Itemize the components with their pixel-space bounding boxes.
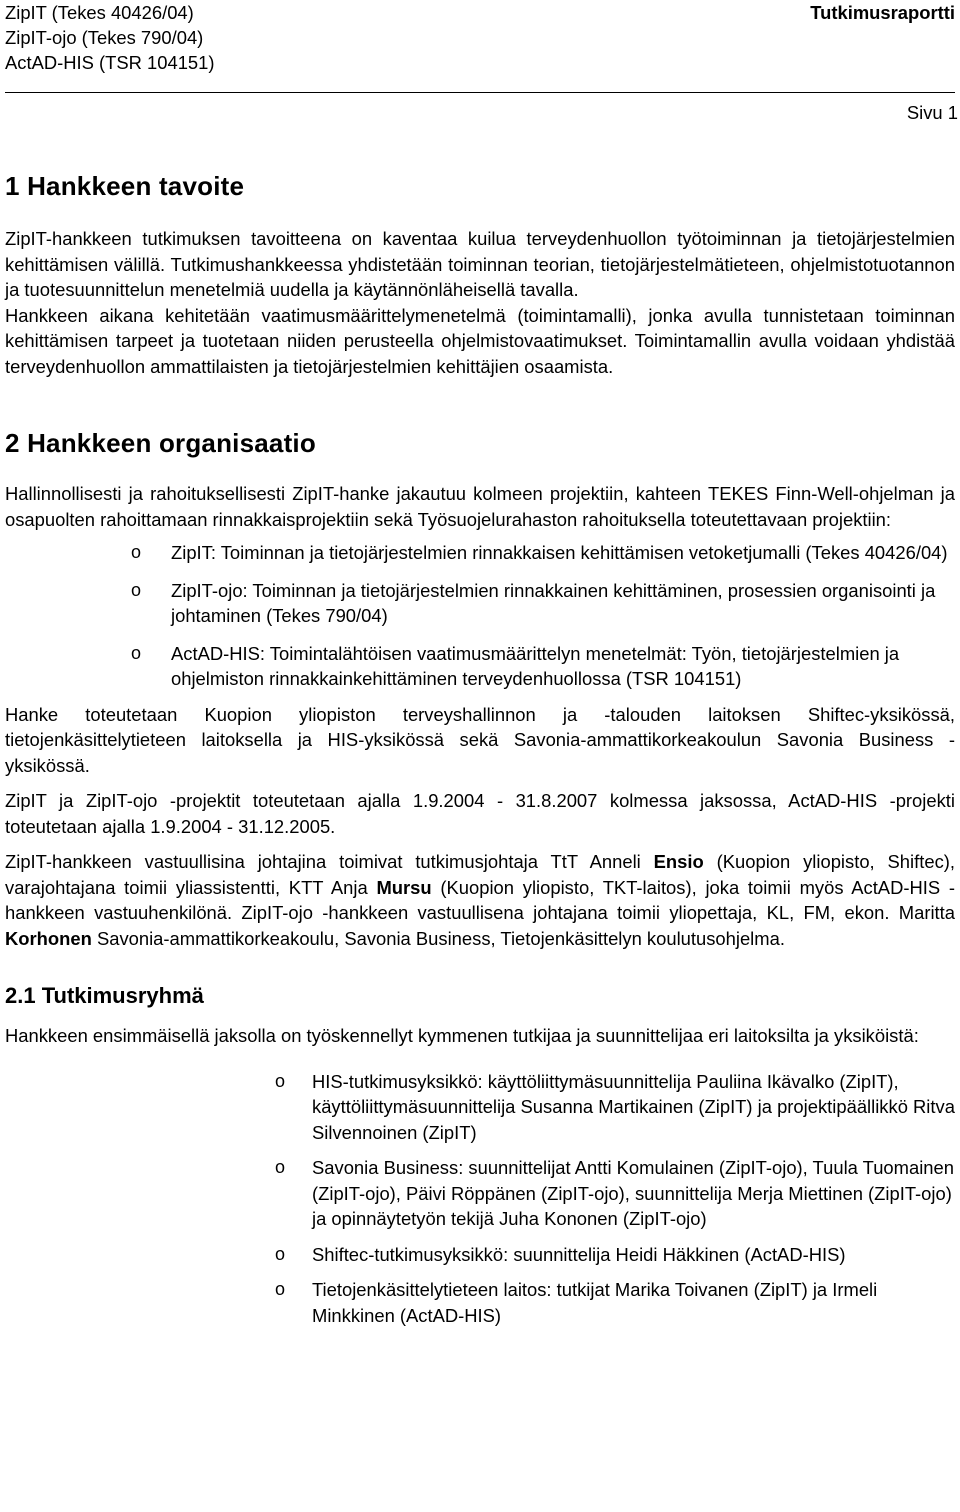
document-type: Tutkimusraportti xyxy=(810,2,955,23)
project-code-actad-his: ActAD-HIS (TSR 104151) xyxy=(5,52,215,73)
team-list xyxy=(5,1069,955,1329)
section-1-paragraph-2: Hankkeen aikana kehitetään vaatimusmäärittelymenetelmä (toimintamalli), jonka avulla tunnistetaan toiminnan kehittämisen tarpeet ja tuotetaan niiden perusteella ohjelmistovaatimukset. Toimintamallin avulla voidaan yhdistää terveydenhuollon ammattilaisten ja tietojärjestelmien kehittäjien osaamista. xyxy=(5,304,955,377)
list-item: o ZipIT-ojo: Toiminnan ja tietojärjestelmien rinnakkainen kehittäminen, prosessien organisointi ja johtaminen (Tekes 790/04) xyxy=(131,579,936,626)
page-header xyxy=(5,0,955,80)
leader-surname: Ensio xyxy=(653,851,704,872)
leaders-paragraph: ZipIT-hankkeen vastuullisina johtajina toimivat tutkimusjohtaja TtT Anneli Ensio (Kuopion yliopisto, Shiftec), varajohtajana toimii yliassistentti, KTT Anja Mursu (Kuopion yliopisto, TKT-laitos), joka toimii myös ActAD-HIS -hankkeen vastuuhenkilönä. ZipIT-ojo -hankkeen vastuullisena johtajana toimii yliopettaja, KL, FM, ekon. Maritta Korhonen Savonia-ammattikorkeakoulu, Savonia Business, Tietojenkäsittelyn koulutusohjelma. xyxy=(5,851,955,949)
project-code-zipit: ZipIT (Tekes 40426/04) xyxy=(5,2,194,23)
section-1-heading: 1 Hankkeen tavoite xyxy=(5,171,245,201)
list-item: o Tietojenkäsittelytieteen laitos: tutkijat Marika Toivanen (ZipIT) ja Irmeli Minkkinen (ActAD-HIS) xyxy=(275,1279,878,1326)
project-codes xyxy=(5,0,215,75)
bullet-icon: o xyxy=(131,642,142,663)
host-paragraph: Hanke toteutetaan Kuopion yliopiston terveyshallinnon ja -talouden laitoksen Shiftec-yksikössä, tietojenkäsittelytieteen laitoksella ja HIS-yksikössä sekä Savonia-ammattikorkeakoulun Savonia Business -yksikössä. xyxy=(5,703,955,776)
section-2-1-heading: 2.1 Tutkimusryhmä xyxy=(5,983,204,1008)
bullet-icon: o xyxy=(275,1070,286,1091)
section-2-intro: Hallinnollisesti ja rahoituksellisesti ZipIT-hanke jakautuu kolmeen projektiin, kahteen TEKES Finn-Well-ohjelman ja osapuolten rahoittamaan rinnakkaisprojektiin sekä Työsuojelurahaston rahoituksella toteutettavaan projektiin: xyxy=(5,483,955,530)
bullet-icon: o xyxy=(131,579,142,600)
list-item: o Savonia Business: suunnittelijat Antti Komulainen (ZipIT-ojo), Tuula Tuomainen (ZipIT-ojo), Päivi Röppänen (ZipIT-ojo), suunnittelija Merja Miettinen (ZipIT-ojo) ja opinnäytetyön tekijä Juha Kononen (ZipIT-ojo) xyxy=(275,1157,954,1229)
section-2-1-intro: Hankkeen ensimmäisellä jaksolla on työskennellyt kymmenen tutkijaa ja suunnittelijaa eri laitoksilta ja yksiköistä: xyxy=(5,1025,919,1046)
header-rule xyxy=(5,92,955,93)
document-body xyxy=(5,168,955,1328)
list-item: o ActAD-HIS: Toimintalähtöisen vaatimusmäärittelyn menetelmät: Työn, tietojärjestelmien ja ohjelmiston rinnakkainkehittäminen terveydenhuollossa (TSR 104151) xyxy=(131,642,900,689)
leader-surname: Mursu xyxy=(376,876,432,898)
list-item: o Shiftec-tutkimusyksikkö: suunnittelija Heidi Häkkinen (ActAD-HIS) xyxy=(5,1242,955,1268)
list-item: o ZipIT: Toiminnan ja tietojärjestelmien rinnakkaisen kehittämisen vetoketjumalli (Tekes 40426/04) xyxy=(5,540,955,566)
project-list xyxy=(5,540,955,692)
bullet-icon: o xyxy=(275,1157,286,1177)
bullet-icon: o xyxy=(275,1243,286,1264)
leader-surname: Korhonen xyxy=(5,927,92,949)
page-number: Sivu 1 xyxy=(906,102,958,123)
bullet-icon: o xyxy=(131,542,142,562)
list-item: o HIS-tutkimusyksikkö: käyttöliittymäsuunnittelija Pauliina Ikävalko (ZipIT), käyttöliittymäsuunnittelija Susanna Martikainen (ZipIT) ja projektipäällikkö Ritva Silvennoinen (ZipIT) xyxy=(275,1070,955,1143)
section-1-paragraph-1: ZipIT-hankkeen tutkimuksen tavoitteena on kaventaa kuilua terveydenhuollon työtoiminnan ja tietojärjestelmien kehittämisen välillä. Tutkimushankkeessa yhdistetään toiminnan teorian, tietojärjestelmätieteen, ohjelmistotuotannon ja tuotesuunnittelun menetelmiä uudella ja käytännönläheisellä tavalla. xyxy=(5,228,955,300)
bullet-icon: o xyxy=(275,1279,286,1299)
project-code-zipit-ojo: ZipIT-ojo (Tekes 790/04) xyxy=(5,27,204,48)
dates-paragraph: ZipIT ja ZipIT-ojo -projektit toteutetaan ajalla 1.9.2004 - 31.8.2007 kolmessa jaksossa, ActAD-HIS -projekti toteutetaan ajalla 1.9.2004 - 31.12.2005. xyxy=(5,790,955,837)
section-2-heading: 2 Hankkeen organisaatio xyxy=(5,428,316,458)
